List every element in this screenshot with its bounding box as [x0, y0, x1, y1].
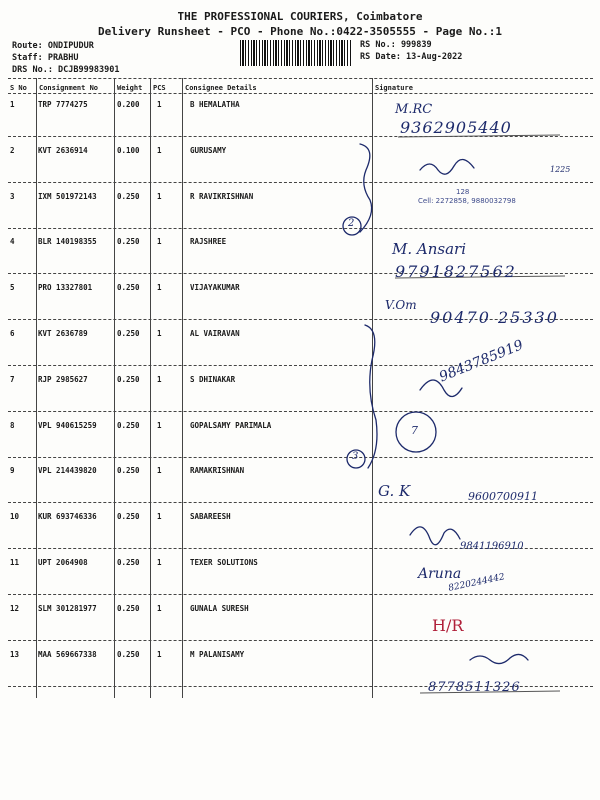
bracket-stroke: [365, 325, 377, 468]
col-header-consignee: Consignee Details: [185, 84, 257, 92]
col-header-sno: S No: [10, 84, 27, 92]
row-consignment-no: MAA 569667338: [38, 649, 97, 659]
row-consignee: GUNALA SURESH: [190, 603, 249, 613]
row-weight: 0.250: [117, 283, 140, 293]
rs-date: RS Date: 13-Aug-2022: [360, 52, 463, 62]
row-consignment-no: KVT 2636914: [38, 145, 88, 155]
runsheet-subtitle: Delivery Runsheet - PCO - Phone No.:0422-3505555 - Page No.:1: [98, 25, 502, 38]
row-consignment-no: RJP 2985627: [38, 374, 88, 384]
row-pcs: 1: [157, 558, 162, 567]
row-consignee: RAJSHREE: [190, 237, 227, 247]
bracket-label: 7: [411, 424, 418, 437]
row-weight: 0.250: [117, 420, 140, 430]
row-consignee: SABAREESH: [190, 512, 231, 522]
row-pcs: 1: [157, 374, 162, 384]
handwritten-name: V.Om: [385, 298, 417, 312]
row-consignment-no: VPL 214439820: [38, 466, 97, 476]
row-pcs: 1: [157, 329, 162, 338]
row-weight: 0.200: [117, 100, 140, 109]
row-pcs: 1: [157, 649, 162, 659]
shop-stamp: [418, 188, 516, 206]
row-pcs: 1: [157, 145, 162, 155]
signature-stroke: [470, 654, 528, 663]
row-consignee: RAMAKRISHNAN: [190, 466, 245, 476]
row-sno: 12: [10, 603, 20, 613]
route-label: Route: ONDIPUDUR: [12, 41, 94, 51]
handwritten-name: M.RC: [395, 102, 433, 117]
red-mark: H/R: [432, 616, 464, 635]
row-pcs: 1: [157, 466, 162, 476]
row-weight: 0.250: [117, 512, 140, 522]
bracket-stroke: [360, 144, 372, 232]
row-sno: 13: [10, 649, 20, 659]
row-consignment-no: UPT 2064908: [38, 558, 88, 567]
row-pcs: 1: [157, 100, 162, 109]
row-weight: 0.100: [117, 145, 140, 155]
staff-label: Staff: PRABHU: [12, 53, 79, 63]
signature-stroke: [410, 527, 460, 545]
row-sno: 11: [10, 558, 20, 567]
handwritten-phone: 8220244442: [447, 572, 506, 594]
row-consignment-no: KUR 693746336: [38, 512, 97, 522]
drs-number: DRS No.: DCJB99983901: [12, 65, 120, 75]
row-pcs: 1: [157, 420, 162, 430]
row-consignee: AL VAIRAVAN: [190, 329, 240, 338]
col-header-signature: Signature: [375, 84, 413, 92]
row-sno: 7: [10, 374, 15, 384]
handwritten-name: Aruna: [418, 566, 462, 582]
row-consignment-no: PRO 13327801: [38, 283, 93, 293]
rs-number: RS No.: 999839: [360, 40, 432, 50]
handwritten-note: 1225: [550, 165, 571, 174]
stamp-phone: Cell: 2272858, 9880032798: [418, 197, 516, 205]
handwritten-phone: 9791827562: [395, 262, 517, 281]
row-consignment-no: TRP 7774275: [38, 100, 88, 109]
row-weight: 0.250: [117, 191, 140, 201]
handwritten-phone: 9841196910: [460, 541, 524, 552]
row-sno: 9: [10, 466, 15, 476]
row-pcs: 1: [157, 603, 162, 613]
row-sno: 1: [10, 100, 15, 109]
col-header-pcs: PCS: [153, 84, 166, 92]
handwritten-name: M. Ansari: [392, 240, 466, 258]
row-pcs: 1: [157, 191, 162, 201]
company-title: THE PROFESSIONAL COURIERS, Coimbatore: [177, 10, 423, 23]
col-header-consignment: Consignment No: [39, 84, 99, 92]
row-sno: 3: [10, 191, 15, 201]
handwritten-phone: 8778511326: [428, 680, 521, 695]
row-consignee: GOPALSAMY PARIMALA: [190, 420, 272, 430]
signature-stroke: [420, 159, 474, 174]
row-consignee: VIJAYAKUMAR: [190, 283, 240, 293]
row-sno: 4: [10, 237, 15, 247]
row-weight: 0.250: [117, 237, 140, 247]
row-consignment-no: BLR 140198355: [38, 237, 97, 247]
row-consignee: R RAVIKRISHNAN: [190, 191, 254, 201]
row-consignee: B HEMALATHA: [190, 100, 240, 109]
row-consignment-no: VPL 940615259: [38, 420, 97, 430]
handwritten-phone: 9600700911: [468, 490, 538, 503]
handwritten-phone: 90470 25330: [430, 308, 559, 327]
stamp-text: 128: [456, 188, 470, 196]
row-weight: 0.250: [117, 558, 140, 567]
row-weight: 0.250: [117, 603, 140, 613]
row-weight: 0.250: [117, 374, 140, 384]
row-consignee: GURUSAMY: [190, 145, 227, 155]
row-weight: 0.250: [117, 466, 140, 476]
row-sno: 6: [10, 329, 15, 338]
row-consignee: S DHINAKAR: [190, 374, 236, 384]
row-weight: 0.250: [117, 329, 140, 338]
row-sno: 5: [10, 283, 15, 293]
bracket-label: 2: [348, 218, 355, 229]
row-consignee: M PALANISAMY: [190, 649, 245, 659]
handwritten-phone: 9843785919: [437, 337, 526, 386]
handwritten-phone: 9362905440: [400, 118, 512, 137]
row-pcs: 1: [157, 237, 162, 247]
handwritten-name: G. K: [378, 482, 411, 500]
row-sno: 2: [10, 145, 15, 155]
row-consignee: TEXER SOLUTIONS: [190, 558, 258, 567]
row-consignment-no: IXM 501972143: [38, 191, 97, 201]
row-pcs: 1: [157, 512, 162, 522]
row-consignment-no: SLM 301281977: [38, 603, 97, 613]
bracket-label: 3: [352, 451, 359, 462]
col-header-weight: Weight: [117, 84, 143, 92]
row-consignment-no: KVT 2636789: [38, 329, 88, 338]
row-sno: 10: [10, 512, 20, 522]
row-weight: 0.250: [117, 649, 140, 659]
row-pcs: 1: [157, 283, 162, 293]
row-sno: 8: [10, 420, 15, 430]
